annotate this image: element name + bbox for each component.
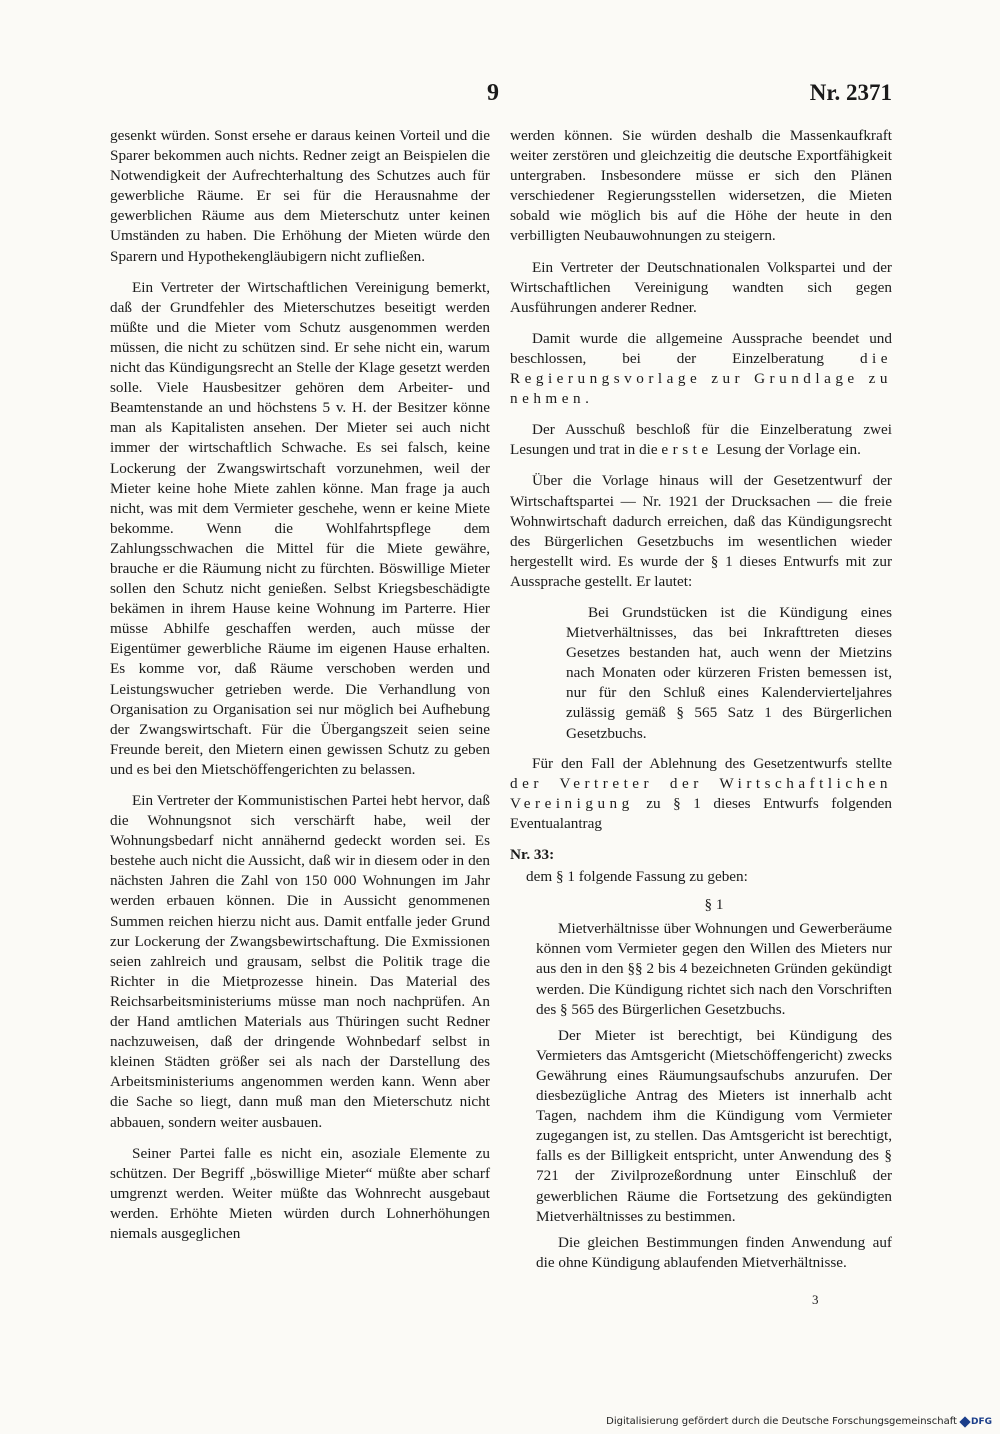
spaced-emphasis: erste <box>661 441 713 459</box>
amendment-paragraph: Die gleichen Bestimmungen finden Anwendung auf die ohne Kündigung ablaufenden Mietverhältnisse. <box>536 1233 892 1271</box>
paragraph-text: zu § 1 dieses Entwurfs folgenden Eventualantrag <box>510 794 893 832</box>
paragraph-text: Für den Fall der Ablehnung des Gesetzentwurfs stellte <box>532 754 892 772</box>
paragraph: gesenkt würden. Sonst ersehe er daraus keinen Vorteil und die Sparer bekommen auch nichts. Redner zeigt an Beispielen die Notwendigkeit der Aufrechterhaltung des Schutzes auch für gewerbliche Räume. Er sei für die Herausnahme der gewerblichen Räume aus dem Mieterschutz unter keinen Umständen zu haben. Die Erhöhung der Mieten würde den Sparern und Hypothekengläubigern nicht zufließen. <box>110 127 490 265</box>
footer <box>606 1416 992 1427</box>
paragraph <box>510 420 892 460</box>
sheet-number: 3 <box>812 1292 819 1307</box>
quoted-law-text: Bei Grundstücken ist die Kündigung eines Mietverhältnisses, das bei Inkrafttreten dieses Gesetzes bestanden hat, auch wenn der Mietzins nach Monaten oder kürzeren Fristen bemessen ist, nur für den Schluß eines Kalendervierteljahres zulässig gemäß § 565 Satz 1 des Bürgerlichen Gesetzbuchs. <box>566 603 892 742</box>
page-number: 9 <box>487 80 499 106</box>
paragraph <box>510 754 892 834</box>
paragraph-text: Lesung der Vorlage ein. <box>716 441 861 459</box>
spaced-emphasis: die Regierungsvorlage zur Grundlage zu nehmen. <box>510 349 893 408</box>
amendment-paragraph: Mietverhältnisse über Wohnungen und Gewerberäume können vom Vermieter gegen den Willen des Mieters nur aus den in den §§ 2 bis 4 bezeichneten Gründen gekündigt werden. Die Kündigung richtet sich nach den Vorschriften des § 565 des Bürgerlichen Gesetzbuchs. <box>536 920 892 1018</box>
paragraph-text: Der Ausschuß beschloß für die Einzelberatung zwei Lesungen und trat in die <box>510 421 892 459</box>
paragraph: Ein Vertreter der Wirtschaftlichen Vereinigung bemerkt, daß der Grundfehler des Mieterschutzes beseitigt werden müßte und die Mieter vom Schutz ausgenommen werden müssen, die nicht zu schützen sind. Er sehe nicht ein, warum nicht das Kündigungsrecht an Stelle der Klage gesetzt werden solle. Viele Hausbesitzer gehören dem Arbeiter- und Beamtenstande an und höchstens 5 v. H. der Besitzer könne man als Kapitalisten ansehen. Der Mieter sei auch nicht immer der wirtschaftlich Schwache. Es sei falsch, keine Lockerung der Zwangswirtschaft vorzunehmen, weil der Mieter keine hohe Miete zahlen könne. Man frage ja auch nicht, was mit dem Vermieter geschehe, wenn er keine Miete bekomme. Wenn die Wohlfahrtspflege dem Zahlungsschwachen die Mittel für die Miete gewähre, brauche er die Räumung nicht zu fürchten. Böswillige Mieter sollen den Schutz nicht genießen. Selbst Kriegsbeschädigte bekämen in ihrem Hause keine Wohnung im Parterre. Hier müsse Abhilfe geschaffen werden, auch müsse der Eigentümer gewerbliche Räume im eigenen Hause erhalten. Es komme vor, daß Räume verschoben werden und Leistungswucher getrieben werde. Die Verhandlung von Organisation zu Organisation sei nur möglich bei Aufhebung der Zwangswirtschaft. Für die Übergangszeit seien seine Freunde bereit, den Mietern einen gewissen Schutz zu geben und es bei den Mietschöffengerichten zu belassen. <box>110 278 490 778</box>
footer-text: Digitalisierung gefördert durch die Deutsche Forschungsgemeinschaft <box>606 1416 957 1427</box>
page-header <box>110 80 892 112</box>
motion-label: Nr. 33: <box>510 846 555 863</box>
spaced-emphasis: der Vertreter der Wirtschaftlichen Vereinigung <box>510 774 892 812</box>
paragraph: Seiner Partei falle es nicht ein, asoziale Elemente zu schützen. Der Begriff „böswillige Mieter“ müßte aber scharf umgrenzt werden. Weiter müßte das Wohnrecht ausgebaut werden. Erhöhte Mieten würden durch Lohnerhöhungen niemals ausgeglichen <box>110 1144 490 1242</box>
dfg-logo-label: DFG <box>970 1416 992 1427</box>
dfg-logo <box>961 1417 992 1427</box>
paragraph: Ein Vertreter der Deutschnationalen Volkspartei und der Wirtschaftlichen Vereinigung wandten sich gegen Ausführungen anderer Redner. <box>510 258 892 316</box>
paragraph: Über die Vorlage hinaus will der Gesetzentwurf der Wirtschaftspartei — Nr. 1921 der Drucksachen — die freie Wohnwirtschaft dadurch erreichen, daß das Kündigungsrecht des Bürgerlichen Gesetzbuchs im wesentlichen wieder hergestellt wird. Es wurde der § 1 dieses Entwurfs mit zur Aussprache gestellt. Er lautet: <box>510 472 892 590</box>
motion-intro: dem § 1 folgende Fassung zu geben: <box>526 868 748 886</box>
paragraph: werden können. Sie würden deshalb die Massenkaufkraft weiter zerstören und gleichzeitig die deutsche Exportfähigkeit untergraben. Insbesondere müsse er sich den Plänen verschiedener Regierungsstellen widersetzen, die Mieten sobald wie möglich bis auf die Höhe der heute in den verbilligten Neubauwohnungen zu steigern. <box>510 127 892 245</box>
paragraph <box>510 329 892 409</box>
left-column <box>110 126 490 1244</box>
right-column <box>510 126 892 1279</box>
dfg-logo-icon <box>959 1416 970 1427</box>
amendment-paragraph: Der Mieter ist berechtigt, bei Kündigung des Vermieters das Amtsgericht (Mietschöffengericht) zwecks Gewährung eines Räumungsaufschubs anzurufen. Der diesbezügliche Antrag des Mieters ist innerhalb acht Tagen, nachdem ihm die Kündigung vom Vermieter zugegangen ist, zu stellen. Das Amtsgericht ist berechtigt, falls es der Billigkeit entspricht, unter Anwendung des § 721 der Zivilprozeßordnung unter Einschluß der gewerblichen Räume die Fortsetzung des gekündigten Mietverhältnisses zu bestimmen. <box>536 1026 892 1225</box>
paragraph: Ein Vertreter der Kommunistischen Partei hebt hervor, daß die Wohnungsnot sich verschärft habe, weil der Wohnungsbedarf nicht annähernd gedeckt worden sei. Es bestehe auch nicht die Aussicht, daß wir in diesem oder in den nächsten Jahren die Zahl von 150 000 Wohnungen im Jahr werden erbauen können. Die in Aussicht genommenen Summen reichen hierzu nicht aus. Damit entfalle jeder Grund zur Lockerung der Zwangsbewirtschaftung. Die Exmissionen seien zahlreich und grausam, selbst die Politik trage die Richter in die Mietprozesse hinein. Das Material des Reichsarbeitsministeriums müsse man noch nachprüfen. An der Hand amtlichen Materials aus Thüringen sucht Redner nachzuweisen, daß der dringende Wohnbedarf selbst in kleinen Städten größer sei als nach der Darstellung des Arbeitsministeriums angenommen werden kann. Wenn aber die Sache so liegt, dann muß man den Mieterschutz nicht abbauen, sondern weiter ausbauen. <box>110 792 490 1131</box>
document-number: Nr. 2371 <box>809 80 892 105</box>
amendment-text <box>536 919 892 1273</box>
paragraph-text: Damit wurde die allgemeine Aussprache beendet und beschlossen, bei der Einzelberatung <box>510 329 892 367</box>
section-mark: § 1 <box>704 896 724 914</box>
